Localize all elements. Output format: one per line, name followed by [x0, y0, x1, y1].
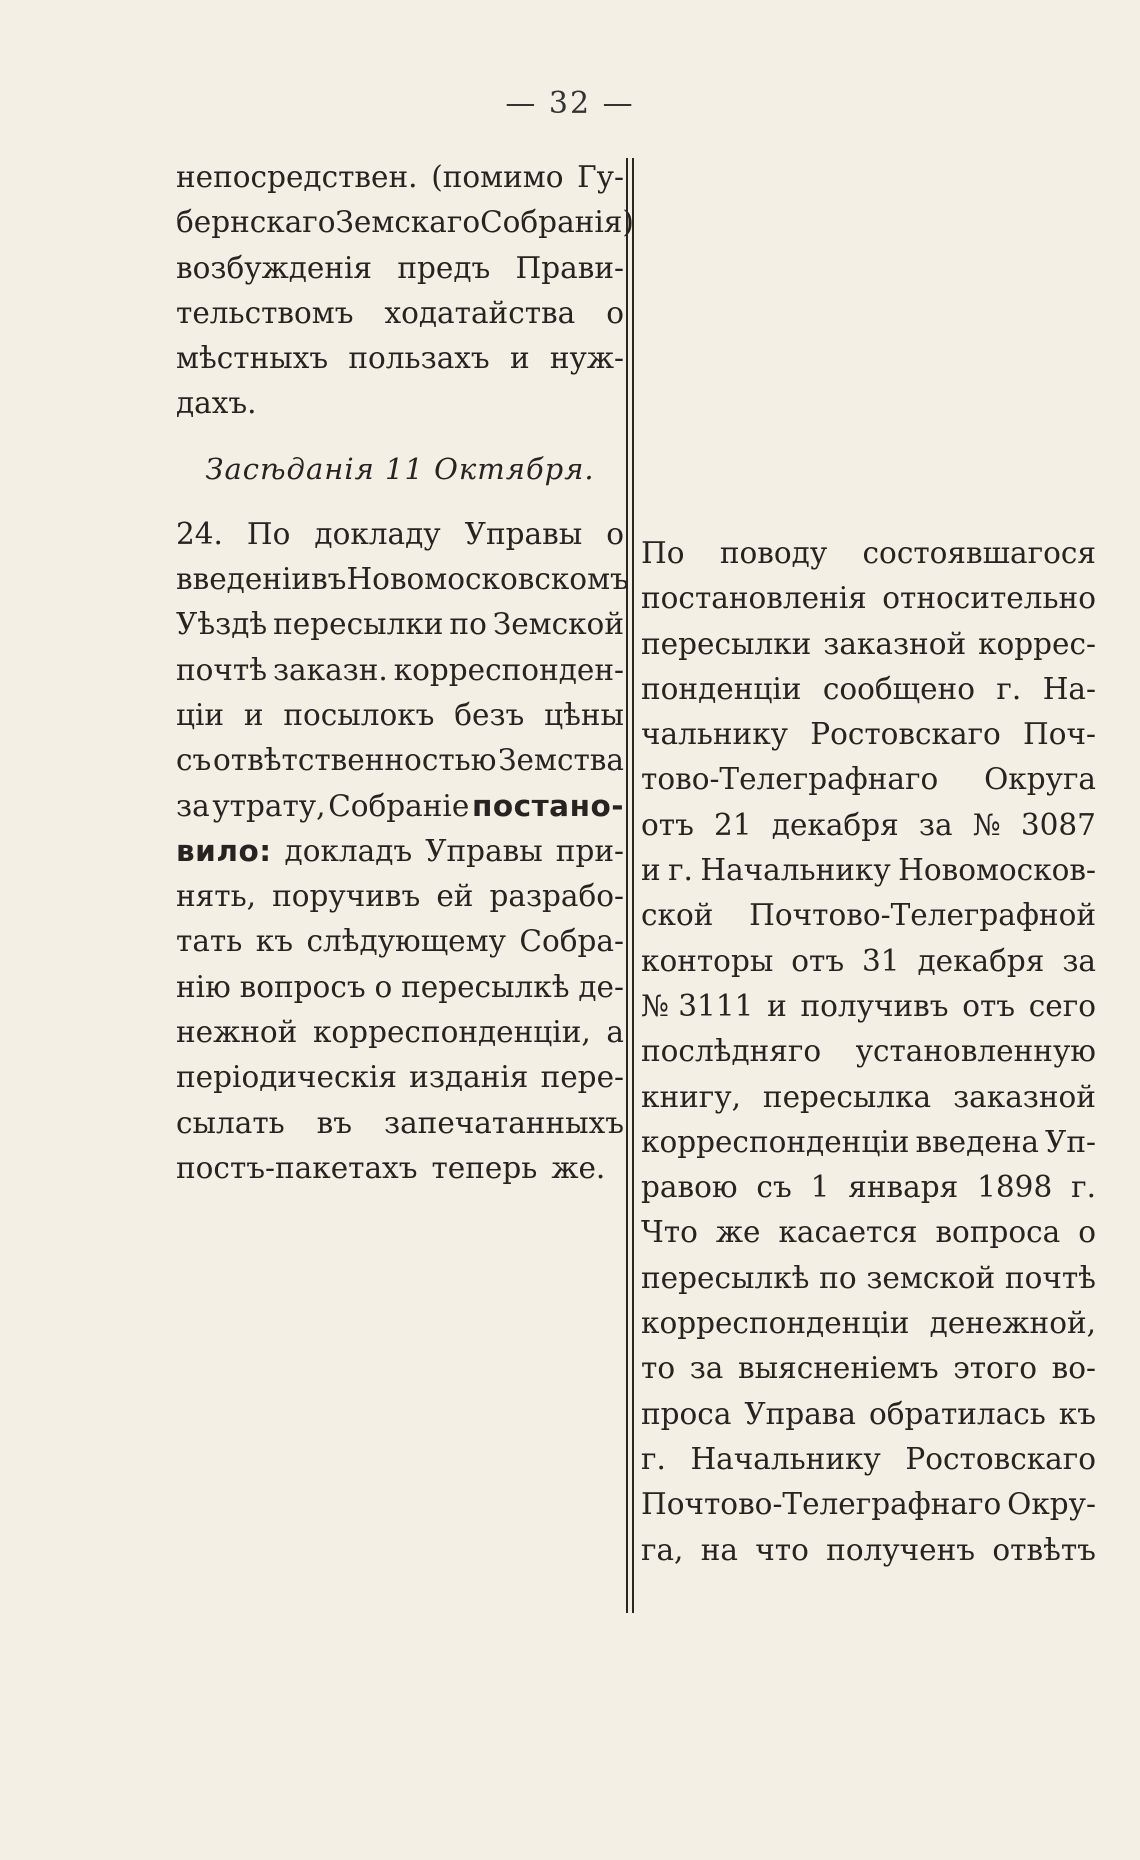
word: а: [606, 1015, 624, 1050]
word: же: [715, 1215, 761, 1250]
word: Почтово-Телеграфной: [749, 898, 1096, 933]
word: Уп-: [1045, 1124, 1096, 1159]
word: тово-Телеграфнаго: [641, 762, 939, 797]
response-paragraph: [641, 531, 1096, 1573]
word: декабря: [771, 807, 899, 842]
word: Управа: [744, 1396, 857, 1431]
word: отъ: [962, 988, 1016, 1023]
word: 1: [810, 1170, 830, 1205]
word: На-: [1042, 671, 1096, 706]
word: касается: [778, 1215, 918, 1250]
text-line: [176, 200, 634, 245]
word: Начальнику: [690, 1441, 881, 1476]
session-heading: Засѣданія 11 Октября.: [205, 451, 595, 486]
word: г.: [1071, 1170, 1096, 1205]
word: Ростовскаго: [810, 717, 1001, 752]
text-line: [641, 1120, 1096, 1165]
word: и: [767, 988, 787, 1023]
word: постъ-пакетахъ: [176, 1150, 418, 1185]
word: послѣдняго: [641, 1034, 822, 1069]
word: Начальнику: [700, 853, 891, 888]
text-line: [641, 1165, 1096, 1210]
word: корреспонденціи: [641, 1306, 910, 1341]
word: вопроса: [935, 1215, 1061, 1250]
word: Почтово-Телеграфнаго: [641, 1487, 1002, 1522]
word: за: [689, 1351, 724, 1386]
word: земской: [866, 1260, 996, 1295]
word: Прави-: [515, 250, 624, 285]
word: при-: [555, 833, 624, 868]
word: почтѣ: [1004, 1260, 1096, 1295]
text-line: [176, 557, 629, 602]
word: поручивъ: [272, 879, 421, 914]
text-line: [176, 784, 624, 829]
word: Собра-: [519, 924, 624, 959]
word: безъ: [454, 697, 525, 732]
word: №: [972, 807, 1001, 842]
word: пересылки: [641, 626, 812, 661]
text-line: [176, 155, 624, 200]
text-line: [176, 1146, 624, 1191]
word: По: [246, 516, 291, 551]
word: проса: [641, 1396, 732, 1431]
word: вило:: [176, 833, 272, 868]
word: ей: [436, 879, 474, 914]
column-divider: [626, 158, 628, 1613]
word: изданія: [409, 1060, 529, 1095]
word: теперь: [431, 1150, 538, 1185]
text-line: [641, 622, 1096, 667]
word: января: [848, 1170, 959, 1205]
word: нію: [176, 969, 231, 1004]
text-line: [176, 336, 624, 381]
word: же.: [551, 1150, 606, 1185]
word: сылать: [176, 1105, 285, 1140]
text-line: [176, 1101, 624, 1146]
word: введеніи: [176, 562, 312, 597]
word: Управы: [464, 516, 583, 551]
word: корреспонденціи: [641, 1124, 910, 1159]
word: этого: [953, 1351, 1038, 1386]
text-line: [176, 965, 624, 1010]
word: ской: [641, 898, 714, 933]
word: Новомосковскомъ: [346, 562, 629, 597]
word: 21: [714, 807, 752, 842]
word: книгу,: [641, 1079, 741, 1114]
word: пересылка: [762, 1079, 932, 1114]
text-line: [176, 1010, 624, 1055]
word: почтѣ: [176, 652, 268, 687]
word: (помимо: [431, 160, 564, 194]
word: утрату,: [212, 788, 326, 823]
word: полученъ: [826, 1532, 976, 1567]
word: запечатанныхъ: [383, 1105, 624, 1140]
word: состоявшагося: [862, 536, 1096, 570]
resolution-paragraph: [176, 512, 629, 1191]
text-line: [641, 984, 1096, 1029]
word: Собранія): [480, 205, 634, 240]
word: установленную: [855, 1034, 1096, 1069]
word: № 3111: [641, 988, 754, 1023]
word: тельствомъ: [176, 295, 354, 330]
word: заказной: [823, 626, 967, 661]
text-line: [176, 693, 624, 738]
word: га,: [641, 1532, 684, 1567]
word: По: [641, 536, 685, 570]
word: корреспонденціи,: [312, 1015, 591, 1050]
word: на: [700, 1532, 738, 1567]
word: обратилась: [868, 1396, 1046, 1431]
text-line: [641, 1029, 1096, 1074]
word: вопросъ: [239, 969, 366, 1004]
word: нять,: [176, 879, 257, 914]
word: и: [509, 341, 530, 376]
word: пересылкѣ: [641, 1260, 810, 1295]
word: пользахъ: [348, 341, 490, 376]
word: цѣны: [544, 697, 624, 732]
word: чальнику: [641, 717, 789, 752]
word: о: [374, 969, 393, 1004]
intro-paragraph: [176, 155, 634, 427]
text-line: [176, 291, 624, 336]
word: докладъ: [284, 833, 413, 868]
word: за: [1062, 943, 1096, 978]
text-line: [176, 381, 624, 426]
word: нежной: [176, 1015, 298, 1050]
text-line: [176, 648, 624, 693]
word: Земской: [492, 607, 624, 642]
word: Округа: [984, 762, 1096, 797]
word: сообщено: [822, 671, 975, 706]
word: де-: [578, 969, 624, 1004]
text-line: [641, 712, 1096, 757]
word: корреспонден-: [393, 652, 624, 687]
text-line: [641, 1346, 1096, 1391]
word: о: [606, 516, 624, 551]
column-divider: [632, 158, 634, 1613]
word: коррес-: [978, 626, 1096, 661]
word: Окру-: [1007, 1487, 1096, 1522]
word: нуж-: [549, 341, 624, 376]
word: Управы: [425, 833, 543, 868]
word: Собраніе: [328, 788, 470, 823]
word: по: [449, 607, 487, 642]
text-line: [641, 893, 1096, 938]
word: г.: [996, 671, 1022, 706]
word: относительно: [882, 581, 1096, 616]
text-line: [641, 1301, 1096, 1346]
word: Земскаго: [335, 205, 481, 240]
text-line: [641, 803, 1096, 848]
text-line: [641, 939, 1096, 984]
word: въ: [311, 562, 347, 597]
word: заказн.: [272, 652, 388, 687]
word: Новомосков-: [898, 853, 1096, 888]
text-line: [641, 1528, 1096, 1573]
word: тать: [176, 924, 243, 959]
word: разрабо-: [489, 879, 624, 914]
word: г.: [641, 1441, 666, 1476]
text-line: [176, 738, 624, 783]
text-line: [176, 874, 624, 919]
word: Ростовскаго: [905, 1441, 1096, 1476]
right-column: [641, 531, 1096, 1573]
word: за: [176, 788, 210, 823]
text-line: [641, 667, 1096, 712]
word: въ: [316, 1105, 353, 1140]
text-line: [176, 919, 624, 964]
word: о: [1078, 1215, 1096, 1250]
word: докладу: [314, 516, 441, 551]
word: отвѣтственностью: [213, 743, 497, 778]
word: выясненіемъ: [738, 1351, 939, 1386]
text-line: [641, 1210, 1096, 1255]
word: мѣстныхъ: [176, 341, 329, 376]
word: что: [755, 1532, 809, 1567]
word: заказной: [953, 1079, 1096, 1114]
word: отъ: [641, 807, 694, 842]
word: періодическія: [176, 1060, 397, 1095]
word: г.: [668, 853, 693, 888]
word: предъ: [397, 250, 491, 285]
word: по: [819, 1260, 857, 1295]
word: Гу-: [577, 160, 624, 194]
word: посылокъ: [283, 697, 435, 732]
word: конторы: [641, 943, 774, 978]
word: Что: [641, 1215, 698, 1250]
word: непосредствен.: [176, 160, 418, 194]
text-line: [641, 531, 1096, 576]
word: съ: [756, 1170, 792, 1205]
word: сего: [1028, 988, 1096, 1023]
text-line: [641, 1075, 1096, 1120]
text-line: [176, 1055, 624, 1100]
word: во-: [1051, 1351, 1096, 1386]
word: денежной,: [929, 1306, 1096, 1341]
word: 31: [862, 943, 900, 978]
word: введена: [915, 1124, 1039, 1159]
text-line: [641, 1256, 1096, 1301]
word: возбужденія: [176, 250, 373, 285]
word: поводу: [719, 536, 828, 570]
text-line: [176, 829, 624, 874]
text-line: [641, 848, 1096, 893]
word: ціи: [176, 697, 225, 732]
word: понденціи: [641, 671, 802, 706]
word: и: [641, 853, 661, 888]
text-line: [641, 576, 1096, 621]
left-column: [176, 155, 634, 1191]
text-line: [641, 757, 1096, 802]
word: Уѣздѣ: [176, 607, 268, 642]
text-line: [176, 602, 624, 647]
word: къ: [255, 924, 293, 959]
word: то: [641, 1351, 676, 1386]
word: бернскаго: [176, 205, 336, 240]
word: за: [918, 807, 953, 842]
word: постановленія: [641, 581, 867, 616]
word: равою: [641, 1170, 738, 1205]
word: Земства: [498, 743, 624, 778]
word: къ: [1058, 1396, 1096, 1431]
word: о: [606, 295, 624, 330]
word: 3087: [1020, 807, 1096, 842]
word: съ: [176, 743, 212, 778]
word: пересылки: [273, 607, 444, 642]
text-line: [176, 512, 624, 557]
word: отъ: [791, 943, 845, 978]
word: слѣдующему: [306, 924, 506, 959]
word: Поч-: [1023, 717, 1096, 752]
word: дахъ.: [176, 386, 257, 421]
text-line: [641, 1437, 1096, 1482]
word: 24.: [176, 516, 223, 551]
word: и: [243, 697, 264, 732]
text-line: [641, 1392, 1096, 1437]
word: 1898: [977, 1170, 1053, 1205]
word: пере-: [540, 1060, 624, 1095]
page-number: — 32 —: [505, 86, 635, 121]
text-line: [641, 1482, 1096, 1527]
word: получивъ: [800, 988, 949, 1023]
word: пересылкѣ: [401, 969, 570, 1004]
word: декабря: [917, 943, 1045, 978]
text-line: [176, 246, 624, 291]
word: отвѣтъ: [992, 1532, 1096, 1567]
word: постано-: [471, 788, 624, 823]
word: ходатайства: [384, 295, 576, 330]
